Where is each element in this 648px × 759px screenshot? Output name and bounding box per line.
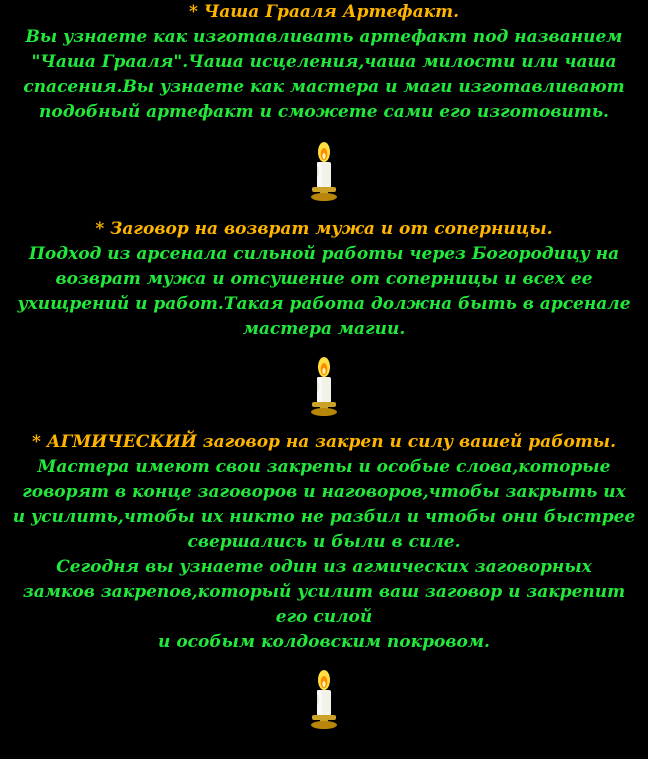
section-line: подобный артефакт и сможете сами его изготовить.	[39, 102, 609, 122]
section-agmic-spell	[0, 430, 648, 655]
spacer	[0, 416, 648, 430]
section-line: свершались и были в силе.	[187, 532, 461, 552]
candle-icon	[294, 667, 354, 729]
spacer	[0, 201, 648, 217]
section-grail-cup	[0, 0, 648, 125]
divider-candle-3	[0, 667, 648, 729]
section-line: мастера магии.	[242, 319, 406, 339]
candle-icon	[294, 354, 354, 416]
spacer	[0, 655, 648, 667]
section-line: возврат мужа и отсушение от соперницы и всех ее	[55, 269, 593, 289]
section-line: Подход из арсенала сильной работы через Богородицу на	[28, 244, 620, 264]
spacer	[0, 342, 648, 354]
section-line: и особым колдовским покровом.	[158, 632, 490, 652]
section-husband-return-spell	[0, 217, 648, 342]
divider-candle-2	[0, 354, 648, 416]
section-line: Сегодня вы узнаете один из агмических заговорных	[56, 557, 592, 577]
divider-candle-1	[0, 139, 648, 201]
section-line: "Чаша Грааля".Чаша исцеления,чаша милости или чаша	[31, 52, 617, 72]
section-line: Мастера имеют свои закрепы и особые слова,которые	[37, 457, 611, 477]
section-line: говорят в конце заговоров и наговоров,чтобы закрыть их	[22, 482, 626, 502]
section-line: и усилить,чтобы их никто не разбил и чтобы они быстрее	[12, 507, 636, 527]
section-heading: * Чаша Грааля Артефакт.	[188, 2, 460, 22]
section-heading: * Заговор на возврат мужа и от соперницы.	[95, 219, 553, 239]
section-line: замков закрепов,который усилит ваш заговор и закрепит его силой	[22, 582, 626, 627]
section-heading: * АГМИЧЕСКИЙ заговор на закреп и силу вашей работы.	[31, 432, 617, 452]
section-line: Вы узнаете как изготавливать артефакт под названием	[25, 27, 623, 47]
section-line: ухищрений и работ.Такая работа должна быть в арсенале	[17, 294, 631, 314]
spacer	[0, 125, 648, 139]
section-line: спасения.Вы узнаете как мастера и маги изготавливают	[23, 77, 625, 97]
candle-icon	[294, 139, 354, 201]
